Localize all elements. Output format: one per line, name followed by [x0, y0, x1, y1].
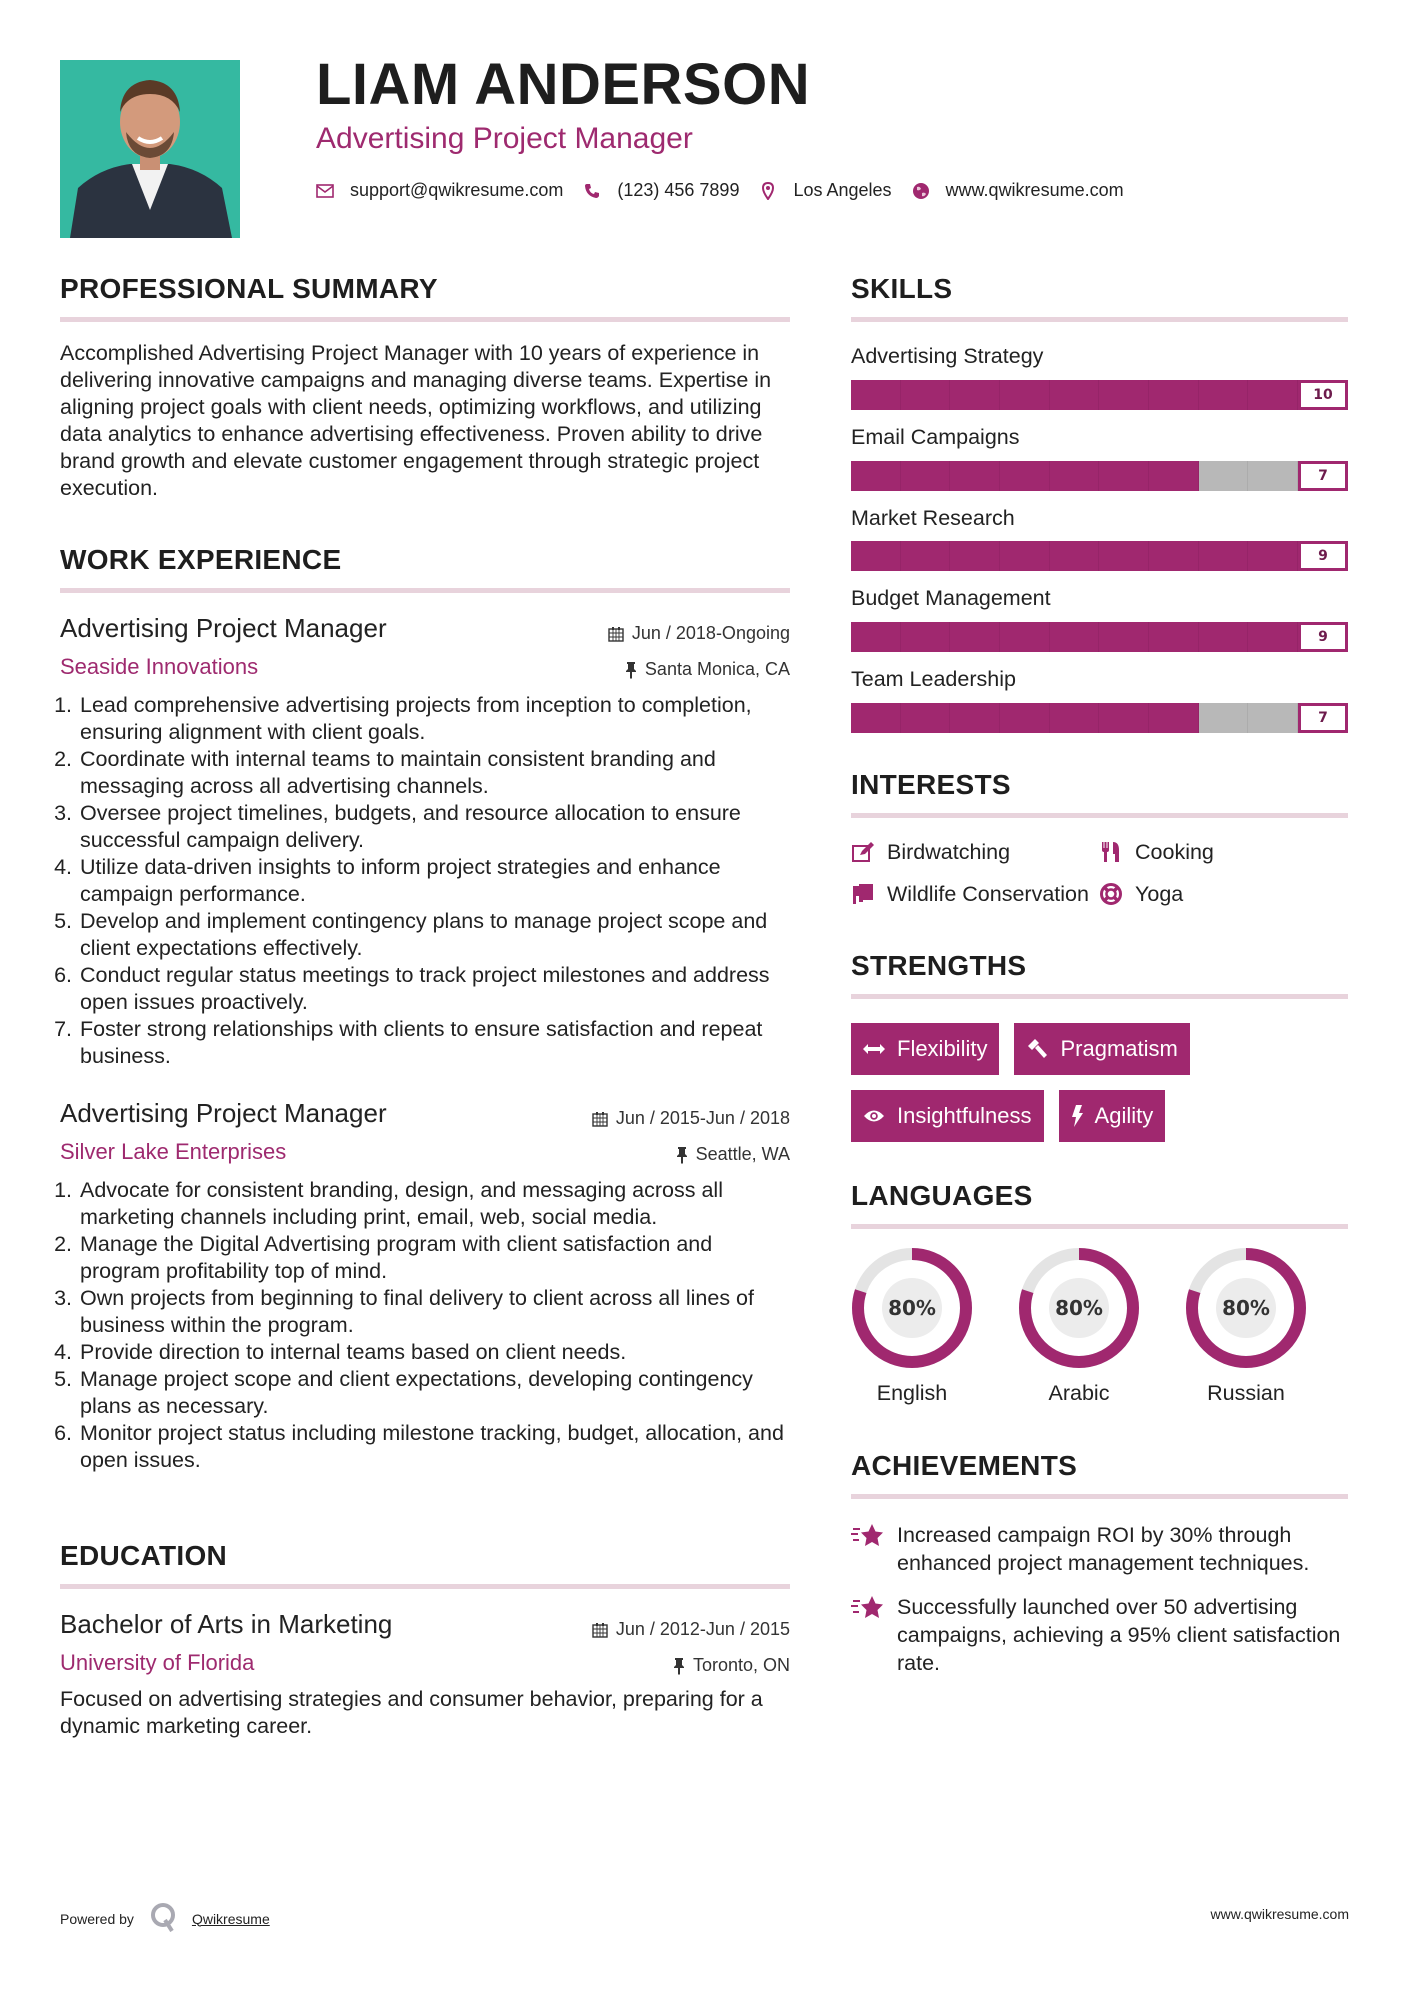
achievement-item: Successfully launched over 50 advertising campaigns, achieving a 95% client satisfaction rate.: [851, 1593, 1348, 1677]
duty-item: 2. Manage the Digital Advertising program with client satisfaction and program profitability top of mind.: [78, 1231, 790, 1285]
education-description: Focused on advertising strategies and consumer behavior, preparing for a dynamic marketing career.: [60, 1687, 763, 1738]
duty-item: 6. Conduct regular status meetings to track project milestones and address open issues proactively.: [78, 962, 790, 1016]
thumbtack-icon: [673, 1657, 685, 1675]
envelope-icon: [316, 182, 334, 200]
arrows-h-icon: [863, 1043, 885, 1055]
skill-score: 9: [1301, 544, 1345, 568]
life-ring-icon: [1099, 882, 1123, 906]
language-donut: [851, 1247, 973, 1369]
education-heading: EDUCATION: [60, 1542, 790, 1589]
language-donut: [1185, 1247, 1307, 1369]
skill-item: [851, 586, 1348, 652]
language-percent: 80%: [1049, 1278, 1109, 1338]
language-percent: 80%: [882, 1278, 942, 1338]
skill-label: Budget Management: [851, 586, 1051, 611]
job-entry: [60, 613, 790, 1070]
duty-item: 6. Monitor project status including milestone tracking, budget, allocation, and open issues.: [78, 1420, 790, 1474]
skill-score-box: [1298, 461, 1348, 491]
experience-section: [60, 546, 790, 1474]
skill-label: Team Leadership: [851, 667, 1016, 692]
contact-phone[interactable]: [583, 180, 739, 201]
strengths-heading: STRENGTHS: [851, 952, 1348, 999]
interests-list: [851, 838, 1348, 908]
language-label: Russian: [1207, 1380, 1285, 1405]
languages-section: [851, 1179, 1348, 1406]
strength-tag: Insightfulness: [851, 1090, 1044, 1142]
star-icon: [851, 1523, 887, 1554]
candidate-title: Advertising Project Manager: [316, 122, 693, 155]
skill-score-box: [1298, 380, 1348, 410]
flag-icon: [851, 882, 875, 906]
education-section: [60, 1542, 790, 1740]
contact-bar: [316, 180, 1144, 201]
education-location: Toronto, ON: [673, 1655, 790, 1676]
job-entry: [60, 1098, 790, 1474]
job-dates: Jun / 2015-Jun / 2018: [592, 1108, 790, 1129]
language-item: [1018, 1247, 1140, 1406]
company-name: Seaside Innovations: [60, 654, 259, 679]
website-text: www.qwikresume.com: [945, 180, 1124, 200]
skills-heading: SKILLS: [851, 275, 1348, 322]
job-location: Santa Monica, CA: [625, 659, 790, 680]
skill-score: 10: [1301, 383, 1345, 407]
skill-score-box: [1298, 703, 1348, 733]
languages-heading: LANGUAGES: [851, 1182, 1348, 1229]
duties-list: [60, 692, 790, 1070]
phone-text: (123) 456 7899: [617, 180, 740, 200]
skill-score: 9: [1301, 625, 1345, 649]
duty-item: 3. Oversee project timelines, budgets, and resource allocation to ensure successful campaign delivery.: [78, 800, 790, 854]
skill-label: Market Research: [851, 505, 1015, 530]
star-icon: [851, 1595, 887, 1626]
contact-website[interactable]: [912, 180, 1124, 201]
skill-score: 7: [1301, 464, 1345, 488]
skill-item: [851, 667, 1348, 733]
footer-powered-by: [60, 1902, 270, 1935]
interests-heading: INTERESTS: [851, 771, 1348, 818]
strengths-section: [851, 949, 1348, 1142]
language-item: [1185, 1247, 1307, 1406]
location-text: Los Angeles: [793, 180, 892, 200]
right-column: [851, 275, 1348, 1693]
bolt-icon: [1071, 1105, 1083, 1127]
duty-item: 4. Provide direction to internal teams based on client needs.: [78, 1339, 790, 1366]
phone-icon: [583, 182, 601, 200]
language-percent: 80%: [1216, 1278, 1276, 1338]
skill-score-box: [1298, 541, 1348, 571]
school-name: University of Florida: [60, 1650, 255, 1675]
skills-section: [851, 275, 1348, 733]
skill-bar: [851, 461, 1348, 491]
summary-section: [60, 275, 790, 502]
footer-website[interactable]: www.qwikresume.com: [1210, 1906, 1349, 1922]
language-donut: [1018, 1247, 1140, 1369]
experience-heading: WORK EXPERIENCE: [60, 546, 790, 593]
skill-label: Advertising Strategy: [851, 344, 1044, 368]
skill-item: [851, 506, 1348, 572]
thumbtack-icon: [676, 1146, 688, 1164]
duties-list: [60, 1177, 790, 1474]
languages-list: [851, 1247, 1348, 1406]
strengths-list: [851, 1023, 1348, 1142]
contact-email[interactable]: [316, 180, 563, 201]
achievements-heading: ACHIEVEMENTS: [851, 1452, 1348, 1499]
achievement-item: Increased campaign ROI by 30% through enhanced project management techniques.: [851, 1521, 1348, 1577]
contact-location: [759, 180, 891, 201]
summary-heading: PROFESSIONAL SUMMARY: [60, 275, 790, 322]
job-title: Advertising Project Manager: [60, 613, 387, 643]
job-location: Seattle, WA: [676, 1144, 790, 1165]
skill-item: [851, 344, 1348, 410]
duty-item: 4. Utilize data-driven insights to inform project strategies and enhance campaign performance.: [78, 854, 790, 908]
interest-item: Yoga: [1099, 880, 1339, 908]
skill-bar: [851, 622, 1348, 652]
email-text: support@qwikresume.com: [350, 180, 564, 200]
powered-by-label: Powered by: [60, 1910, 134, 1927]
skill-score: 7: [1301, 706, 1345, 730]
duty-item: 3. Own projects from beginning to final delivery to client across all lines of business within the program.: [78, 1285, 790, 1339]
strength-tag: Pragmatism: [1014, 1023, 1189, 1075]
summary-text: Accomplished Advertising Project Manager with 10 years of experience in delivering innovative campaigns and managing diverse teams. Expertise in aligning project goals with client needs, optimizing workflows, and utilizing data analytics to enhance advertising effectiveness. Proven ability to drive brand growth and elevate customer engagement through strategic project execution.: [60, 341, 772, 500]
interest-item: Birdwatching: [851, 838, 1099, 866]
profile-photo: [60, 60, 240, 238]
gavel-icon: [1026, 1038, 1048, 1060]
language-item: [851, 1247, 973, 1406]
eye-icon: [863, 1109, 885, 1123]
skill-bar: [851, 380, 1348, 410]
interest-item: Wildlife Conservation: [851, 880, 1099, 908]
cutlery-icon: [1099, 840, 1123, 864]
strength-tag: Flexibility: [851, 1023, 999, 1075]
map-marker-icon: [759, 182, 777, 200]
duty-item: 1. Lead comprehensive advertising projects from inception to completion, ensuring alignment with client goals.: [78, 692, 790, 746]
skill-bar: [851, 703, 1348, 733]
skill-bar: [851, 541, 1348, 571]
calendar-icon: [592, 1111, 608, 1127]
interests-section: [851, 768, 1348, 908]
duty-item: 1. Advocate for consistent branding, design, and messaging across all marketing channels including print, email, web, social media.: [78, 1177, 790, 1231]
skill-score-box: [1298, 622, 1348, 652]
duty-item: 7. Foster strong relationships with clients to ensure satisfaction and repeat business.: [78, 1016, 790, 1070]
calendar-icon: [592, 1622, 608, 1638]
education-dates: Jun / 2012-Jun / 2015: [592, 1619, 790, 1640]
strength-tag: Agility: [1059, 1090, 1166, 1142]
achievements-section: [851, 1449, 1348, 1677]
duty-item: 5. Develop and implement contingency plans to manage project scope and client expectations effectively.: [78, 908, 790, 962]
qwikresume-logo-icon: [150, 1902, 178, 1935]
globe-icon: [912, 182, 930, 200]
qwikresume-link[interactable]: Qwikresume: [191, 1910, 270, 1927]
calendar-icon: [608, 626, 624, 642]
left-column: [60, 275, 790, 1740]
language-label: English: [876, 1380, 948, 1405]
language-label: Arabic: [1048, 1380, 1110, 1405]
candidate-name: LIAM ANDERSON: [316, 52, 811, 117]
thumbtack-icon: [625, 661, 637, 679]
skill-label: Email Campaigns: [851, 424, 1020, 449]
edit-icon: [851, 840, 875, 864]
skill-item: [851, 425, 1348, 491]
duty-item: 5. Manage project scope and client expectations, developing contingency plans as necessary.: [78, 1366, 790, 1420]
job-dates: Jun / 2018-Ongoing: [608, 623, 790, 644]
job-title: Advertising Project Manager: [60, 1098, 387, 1128]
duty-item: 2. Coordinate with internal teams to maintain consistent branding and messaging across all advertising channels.: [78, 746, 790, 800]
company-name: Silver Lake Enterprises: [60, 1139, 287, 1164]
skills-list: [851, 344, 1348, 733]
interest-item: Cooking: [1099, 838, 1339, 866]
degree-title: Bachelor of Arts in Marketing: [60, 1609, 393, 1639]
